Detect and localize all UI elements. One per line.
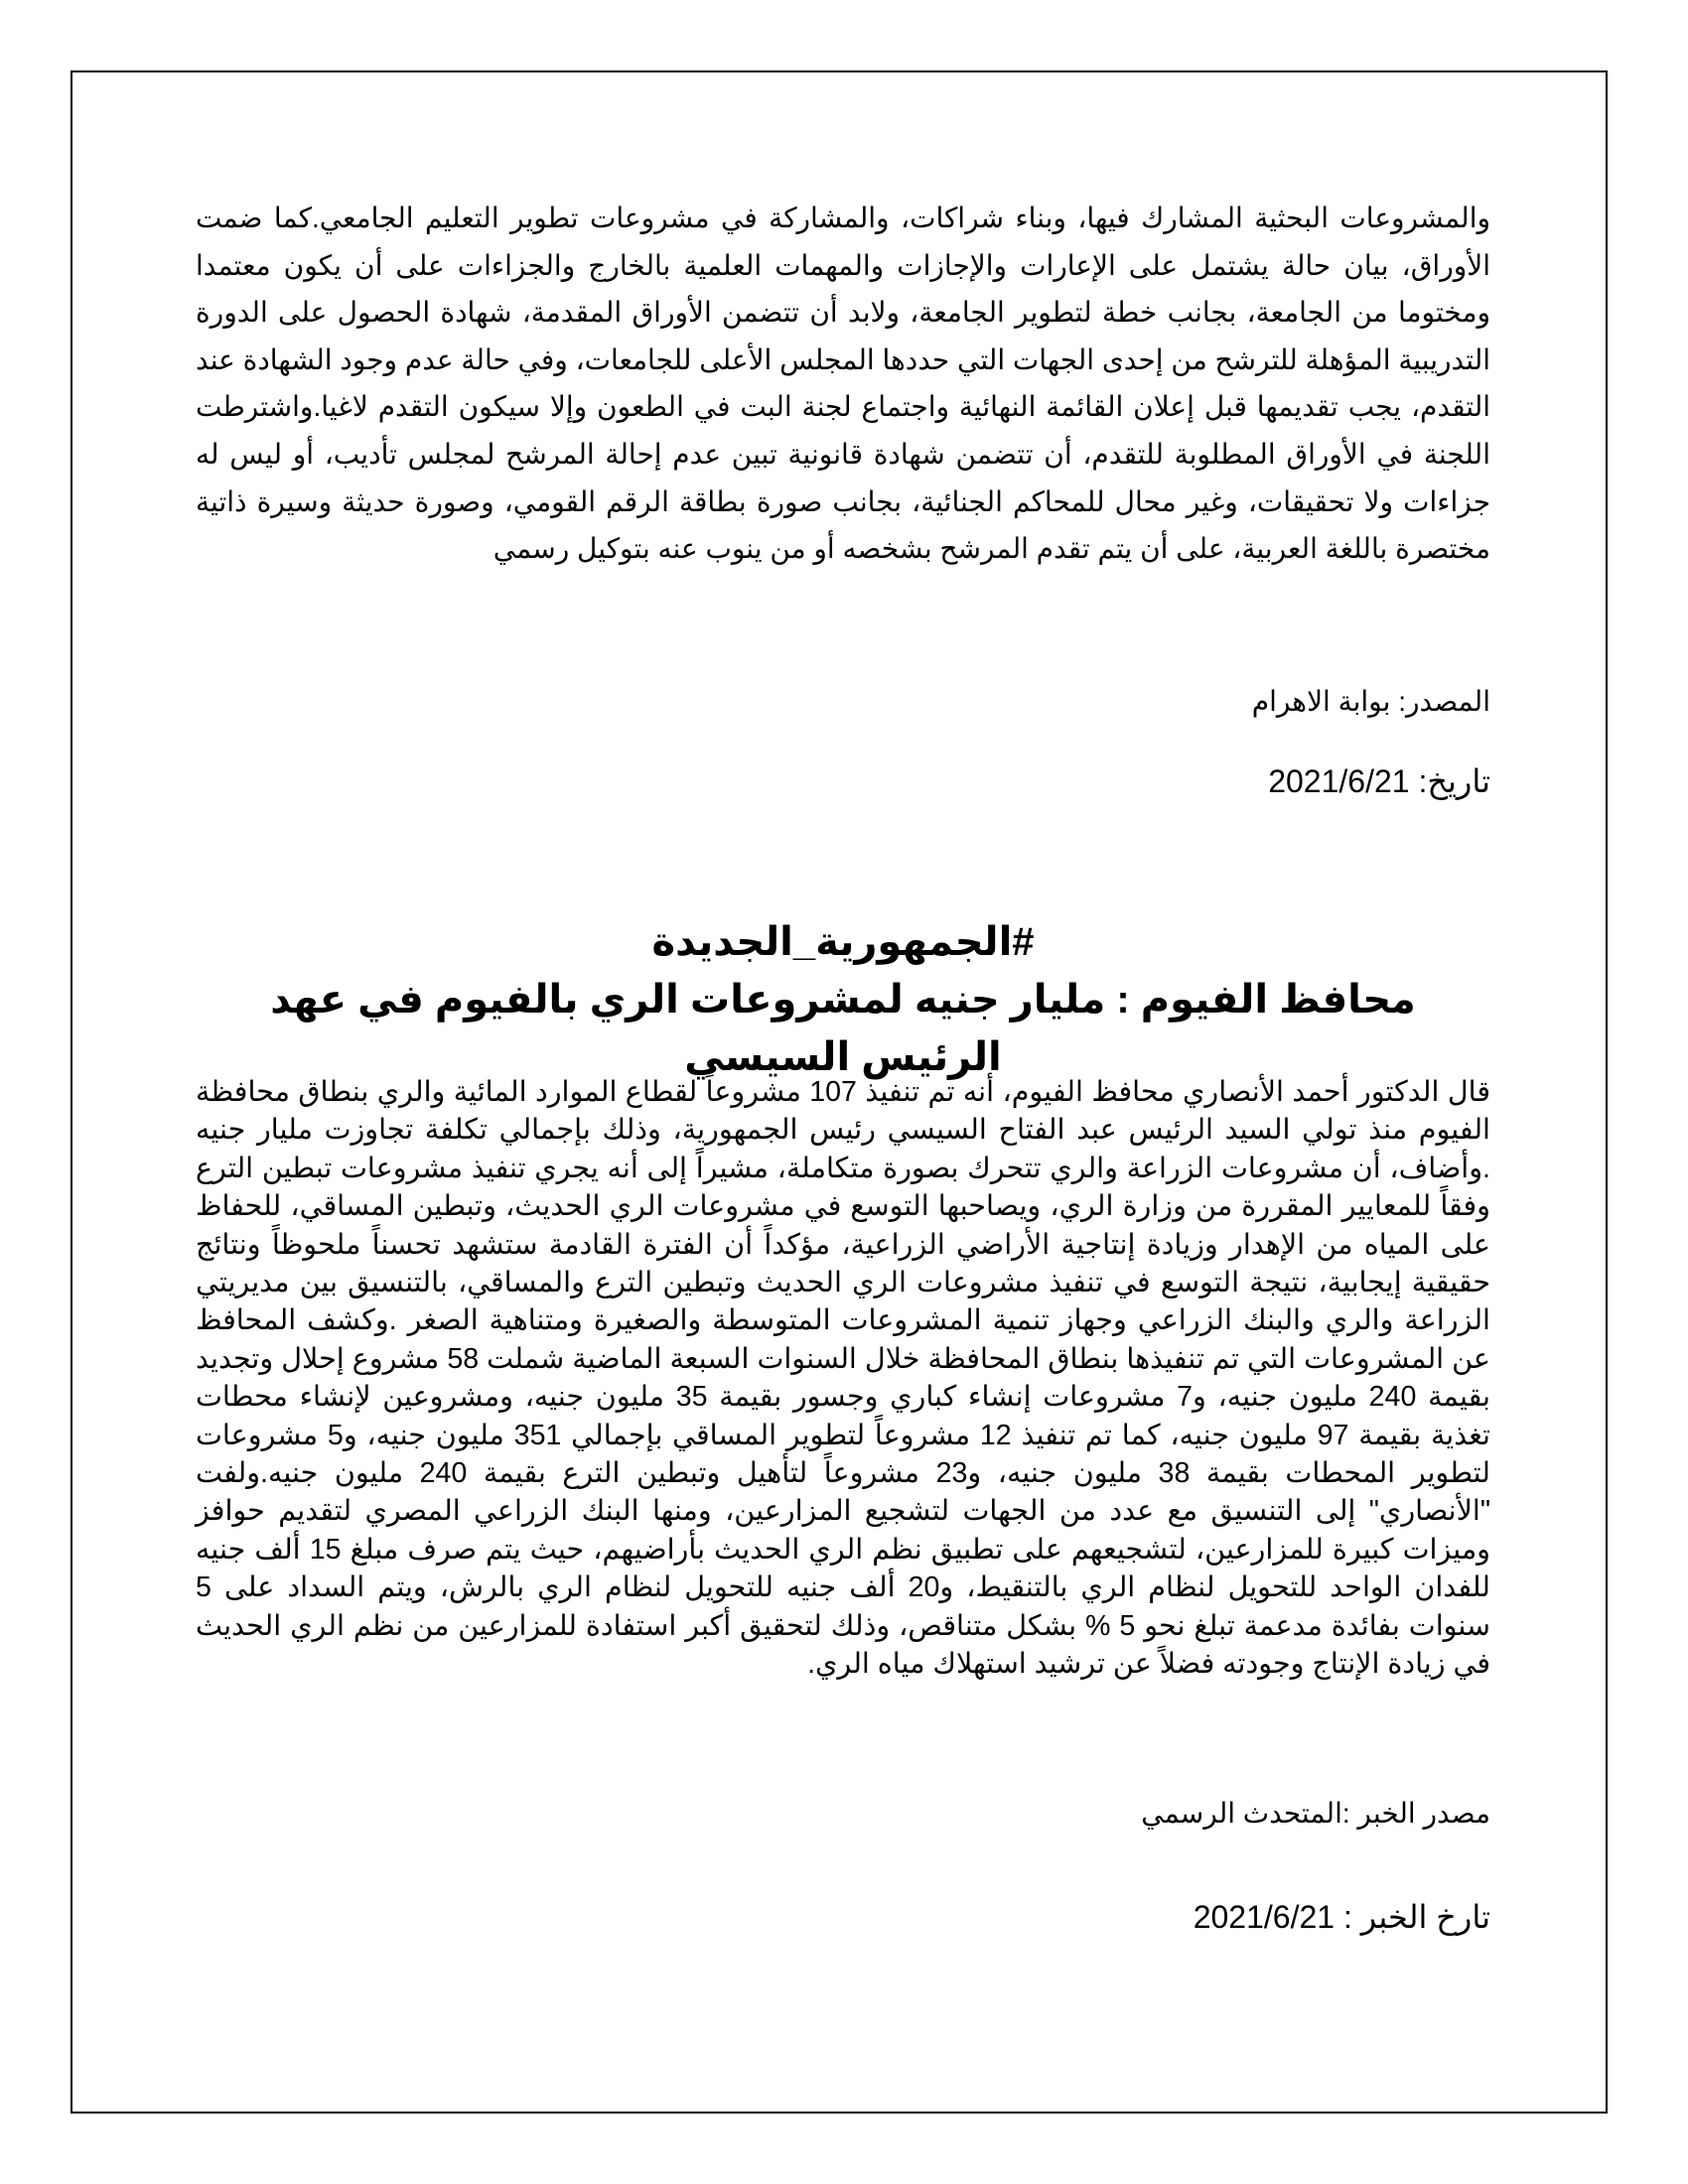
article1-date: تاريخ: 2021/6/21 xyxy=(1268,763,1490,799)
article1-body: والمشروعات البحثية المشارك فيها، وبناء شراكات، والمشاركة في مشروعات تطوير التعليم الجامعي.كما ضمت الأوراق، بيان حالة يشتمل على الإعارات والإجازات والمهمات العلمية بالخارج والجزاءات على أن يكون معتمدا ومختوما من الجامعة، بجانب خطة لتطوير الجامعة، ولابد أن تتضمن الأوراق المقدمة، شهادة الحصول على الدورة التدريبية المؤهلة للترشح من إحدى الجهات التي حددها المجلس الأعلى للجامعات، وفي حالة عدم وجود الشهادة عند التقدم، يجب تقديمها قبل إعلان القائمة النهائية واجتماع لجنة البت في الطعون وإلا سيكون التقدم لاغيا.واشترطت اللجنة في الأوراق المطلوبة للتقدم، أن تتضمن شهادة قانونية تبين عدم إحالة المرشح لمجلس تأديب، أو ليس له جزاءات ولا تحقيقات، وغير محال للمحاكم الجنائية، بجانب صورة بطاقة الرقم القومي، وصورة حديثة وسيرة ذاتية مختصرة باللغة العربية، على أن يتم تقدم المرشح بشخصه أو من ينوب عنه بتوكيل رسمي xyxy=(196,203,1491,565)
article2-source: مصدر الخبر :المتحدث الرسمي xyxy=(1141,1798,1490,1829)
article1-source: المصدر: بوابة الاهرام xyxy=(1251,686,1490,717)
article2-date: تارخ الخبر : 2021/6/21 xyxy=(1193,1899,1490,1935)
article2-title: محافظ الفيوم : مليار جنيه لمشروعات الري بالفيوم في عهد الرئيس السيسي xyxy=(270,978,1416,1079)
article2-body: قال الدكتور أحمد الأنصاري محافظ الفيوم، أنه تم تنفيذ 107 مشروعاً لقطاع الموارد المائية والري بنطاق محافظة الفيوم منذ تولي السيد الرئيس عبد الفتاح السيسي رئيس الجمهورية، وذلك بإجمالي تكلفة تجاوزت مليار جنيه .وأضاف، أن مشروعات الزراعة والري تتحرك بصورة متكاملة، مشيراً إلى أنه يجري تنفيذ مشروعات تبطين الترع وفقاً للمعايير المقررة من وزارة الري، ويصاحبها التوسع في مشروعات الري الحديث، وتبطين المساقي، للحفاظ على المياه من الإهدار وزيادة إنتاجية الأراضي الزراعية، مؤكداً أن الفترة القادمة ستشهد تحسناً ملحوظاً ونتائج حقيقية إيجابية، نتيجة التوسع في تنفيذ مشروعات الري الحديث وتبطين الترع والمساقي، بالتنسيق بين مديريتي الزراعة والري والبنك الزراعي وجهاز تنمية المشروعات المتوسطة والصغيرة ومتناهية الصغر .وكشف المحافظ عن المشروعات التي تم تنفيذها بنطاق المحافظة خلال السنوات السبعة الماضية شملت 58 مشروع إحلال وتجديد بقيمة 240 مليون جنيه، و7 مشروعات إنشاء كباري وجسور بقيمة 35 مليون جنيه، ومشروعين لإنشاء محطات تغذية بقيمة 97 مليون جنيه، كما تم تنفيذ 12 مشروعاً لتطوير المساقي بإجمالي 351 مليون جنيه، و5 مشروعات لتطوير المحطات بقيمة 38 مليون جنيه، و23 مشروعاً لتأهيل وتبطين الترع بقيمة 240 مليون جنيه.ولفت "الأنصاري" إلى التنسيق مع عدد من الجهات لتشجيع المزارعين، ومنها البنك الزراعي المصري لتقديم حوافز وميزات كبيرة للمزارعين، لتشجيعهم على تطبيق نظم الري الحديث بأراضيهم، حيث يتم صرف مبلغ 15 ألف جنيه للفدان الواحد للتحويل لنظام الري بالتنقيط، و20 ألف جنيه للتحويل لنظام الري بالرش، ويتم السداد على 5 سنوات بفائدة مدعمة تبلغ نحو 5 % بشكل متناقص، وذلك لتحقيق أكبر استفادة للمزارعين من نظم الري الحديث في زيادة الإنتاج وجودته فضلاً عن ترشيد استهلاك مياه الري. xyxy=(196,1076,1491,1681)
article2-hashtag: #الجمهورية_الجديدة xyxy=(651,920,1035,964)
